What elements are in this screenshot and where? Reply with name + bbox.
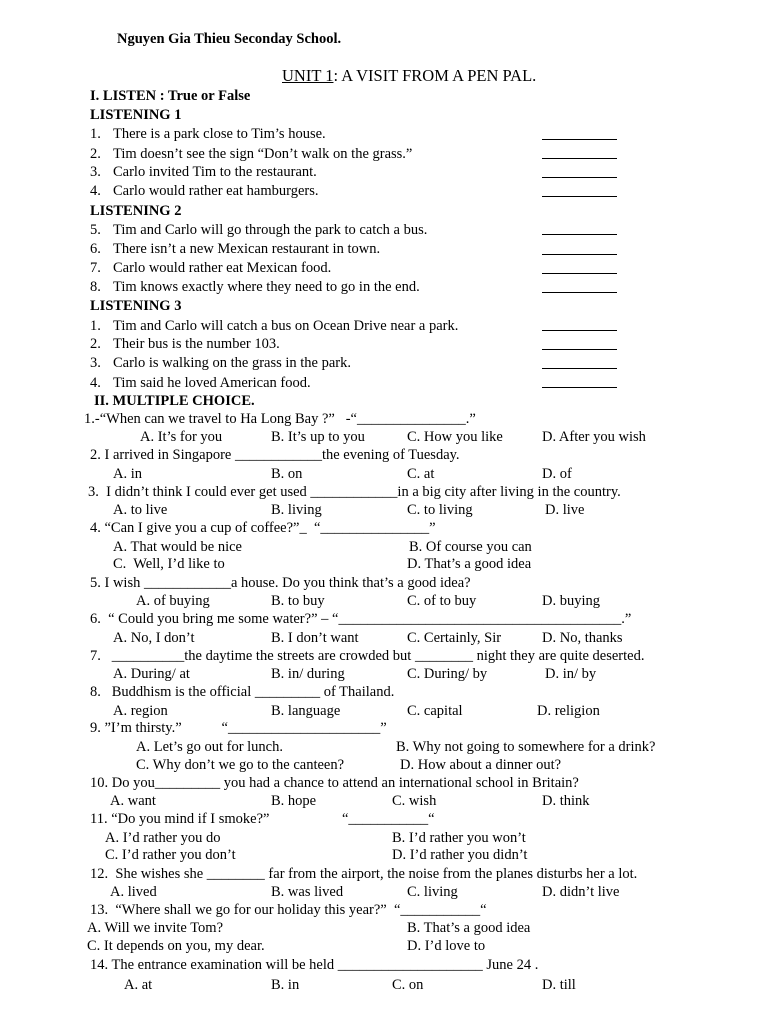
option[interactable]: B. hope (271, 793, 317, 809)
answer-blank[interactable] (542, 273, 617, 274)
option[interactable]: B. in (271, 977, 300, 993)
answer-blank[interactable] (542, 177, 617, 178)
list-item-text: Carlo would rather eat Mexican food. (113, 260, 332, 276)
question-7: 7. __________the daytime the streets are crowded but ________ night they are quite deserted. (90, 648, 645, 664)
list-item-text: Tim said he loved American food. (113, 375, 311, 391)
option[interactable]: D. think (542, 793, 590, 809)
list-item: 4. (90, 183, 101, 199)
school-name: Nguyen Gia Thieu Seconday School. (117, 31, 342, 47)
option[interactable]: C. at (407, 466, 435, 482)
question-1: 1.-“When can we travel to Ha Long Bay ?” -“_______________.” (84, 411, 476, 427)
list-item: 6. (90, 241, 101, 257)
option[interactable]: C. During/ by (407, 666, 488, 682)
list-item-text: Tim knows exactly where they need to go in the end. (113, 279, 420, 295)
option[interactable]: C. How you like (407, 429, 503, 445)
option[interactable]: C. Why don’t we go to the canteen? (136, 757, 345, 773)
list-item: 3. (90, 355, 101, 371)
option[interactable]: C. to living (407, 502, 473, 518)
answer-blank[interactable] (542, 349, 617, 350)
option[interactable]: C. I’d rather you don’t (105, 847, 236, 863)
listening-3-title: LISTENING 3 (90, 298, 182, 314)
option[interactable]: A. Will we invite Tom? (87, 920, 224, 936)
listening-2-title: LISTENING 2 (90, 203, 182, 219)
answer-blank[interactable] (542, 330, 617, 331)
option[interactable]: A. in (113, 466, 142, 482)
option[interactable]: A. It’s for you (140, 429, 223, 445)
option[interactable]: A. lived (110, 884, 157, 900)
option[interactable]: D. religion (537, 703, 600, 719)
option[interactable]: A. Let’s go out for lunch. (136, 739, 283, 755)
option[interactable]: B. to buy (271, 593, 325, 609)
option[interactable]: A. want (110, 793, 156, 809)
option[interactable]: C. of to buy (407, 593, 477, 609)
option[interactable]: D. After you wish (542, 429, 646, 445)
option[interactable]: B. on (271, 466, 303, 482)
option[interactable]: C. Well, I’d like to (113, 556, 225, 572)
option[interactable]: A. of buying (136, 593, 210, 609)
unit-title: : A VISIT FROM A PEN PAL. (333, 66, 537, 85)
option[interactable]: B. I’d rather you won’t (392, 830, 526, 846)
option[interactable]: C. capital (407, 703, 463, 719)
list-item: 2. (90, 146, 101, 162)
option[interactable]: B. in/ during (271, 666, 345, 682)
list-item: 7. (90, 260, 101, 276)
option[interactable]: C. living (407, 884, 458, 900)
option[interactable]: D. I’d love to (407, 938, 486, 954)
list-item: 1. (90, 126, 101, 142)
question-5: 5. I wish ____________a house. Do you think that’s a good idea? (90, 575, 471, 591)
option[interactable]: C. on (392, 977, 424, 993)
question-6: 6. “ Could you bring me some water?” – “_______________________________________.” (90, 611, 632, 627)
answer-blank[interactable] (542, 254, 617, 255)
mc-heading: II. MULTIPLE CHOICE. (94, 393, 255, 409)
list-item-text: Carlo invited Tim to the restaurant. (113, 164, 317, 180)
question-8: 8. Buddhism is the official _________ of Thailand. (90, 684, 395, 700)
list-item: 4. (90, 375, 101, 391)
option[interactable]: A. No, I don’t (113, 630, 195, 646)
option[interactable]: A. I’d rather you do (105, 830, 221, 846)
option[interactable]: B. language (271, 703, 341, 719)
question-12: 12. She wishes she ________ far from the airport, the noise from the planes disturbs her a lot. (90, 866, 638, 882)
answer-blank[interactable] (542, 139, 617, 140)
option[interactable]: A. at (124, 977, 153, 993)
unit-label: UNIT 1 (282, 66, 334, 85)
listen-heading: I. LISTEN : True or False (90, 88, 251, 104)
option[interactable]: B. was lived (271, 884, 344, 900)
question-9: 9. ”I’m thirsty.” “_____________________” (90, 720, 387, 736)
list-item: 2. (90, 336, 101, 352)
option[interactable]: B. It’s up to you (271, 429, 365, 445)
option[interactable]: D. didn’t live (542, 884, 620, 900)
list-item: 5. (90, 222, 101, 238)
answer-blank[interactable] (542, 387, 617, 388)
list-item-text: Carlo is walking on the grass in the park. (113, 355, 351, 371)
question-13: 13. “Where shall we go for our holiday this year?” “___________“ (90, 902, 487, 918)
list-item-text: Their bus is the number 103. (113, 336, 280, 352)
option[interactable]: A. That would be nice (113, 539, 242, 555)
answer-blank[interactable] (542, 158, 617, 159)
answer-blank[interactable] (542, 368, 617, 369)
option[interactable]: C. Certainly, Sir (407, 630, 502, 646)
option[interactable]: D. No, thanks (542, 630, 623, 646)
option[interactable]: D. live (545, 502, 585, 518)
question-14: 14. The entrance examination will be held ____________________ June 24 . (90, 957, 539, 973)
list-item-text: There is a park close to Tim’s house. (113, 126, 326, 142)
list-item-text: Carlo would rather eat hamburgers. (113, 183, 319, 199)
question-10: 10. Do you_________ you had a chance to attend an international school in Britain? (90, 775, 579, 791)
option[interactable]: C. wish (392, 793, 437, 809)
list-item-text: Tim doesn’t see the sign “Don’t walk on the grass.” (113, 146, 413, 162)
option[interactable]: B. I don’t want (271, 630, 359, 646)
option[interactable]: B. Why not going to somewhere for a drink? (396, 739, 656, 755)
list-item-text: Tim and Carlo will go through the park to catch a bus. (113, 222, 428, 238)
option[interactable]: D. in/ by (545, 666, 597, 682)
option[interactable]: B. living (271, 502, 322, 518)
list-item-text: Tim and Carlo will catch a bus on Ocean Drive near a park. (113, 318, 459, 334)
option[interactable]: A. region (113, 703, 168, 719)
question-4: 4. “Can I give you a cup of coffee?”_ “_______________” (90, 520, 436, 536)
question-2: 2. I arrived in Singapore ____________the evening of Tuesday. (90, 447, 460, 463)
option[interactable]: D. buying (542, 593, 600, 609)
option[interactable]: D. I’d rather you didn’t (392, 847, 528, 863)
list-item: 8. (90, 279, 101, 295)
option[interactable]: A. to live (113, 502, 168, 518)
answer-blank[interactable] (542, 292, 617, 293)
option[interactable]: D. That’s a good idea (407, 556, 532, 572)
option[interactable]: A. During/ at (113, 666, 190, 682)
option[interactable]: C. It depends on you, my dear. (87, 938, 265, 954)
listening-1-title: LISTENING 1 (90, 107, 182, 123)
option[interactable]: D. How about a dinner out? (400, 757, 562, 773)
option[interactable]: B. Of course you can (409, 539, 532, 555)
option[interactable]: B. That’s a good idea (407, 920, 531, 936)
question-3: 3. I didn’t think I could ever get used ____________in a big city after living in the country. (88, 484, 621, 500)
option[interactable]: D. till (542, 977, 576, 993)
list-item: 1. (90, 318, 101, 334)
answer-blank[interactable] (542, 234, 617, 235)
option[interactable]: D. of (542, 466, 572, 482)
list-item: 3. (90, 164, 101, 180)
answer-blank[interactable] (542, 196, 617, 197)
page-title (282, 67, 536, 85)
list-item-text: There isn’t a new Mexican restaurant in town. (113, 241, 381, 257)
question-11: 11. “Do you mind if I smoke?” “___________“ (90, 811, 435, 827)
